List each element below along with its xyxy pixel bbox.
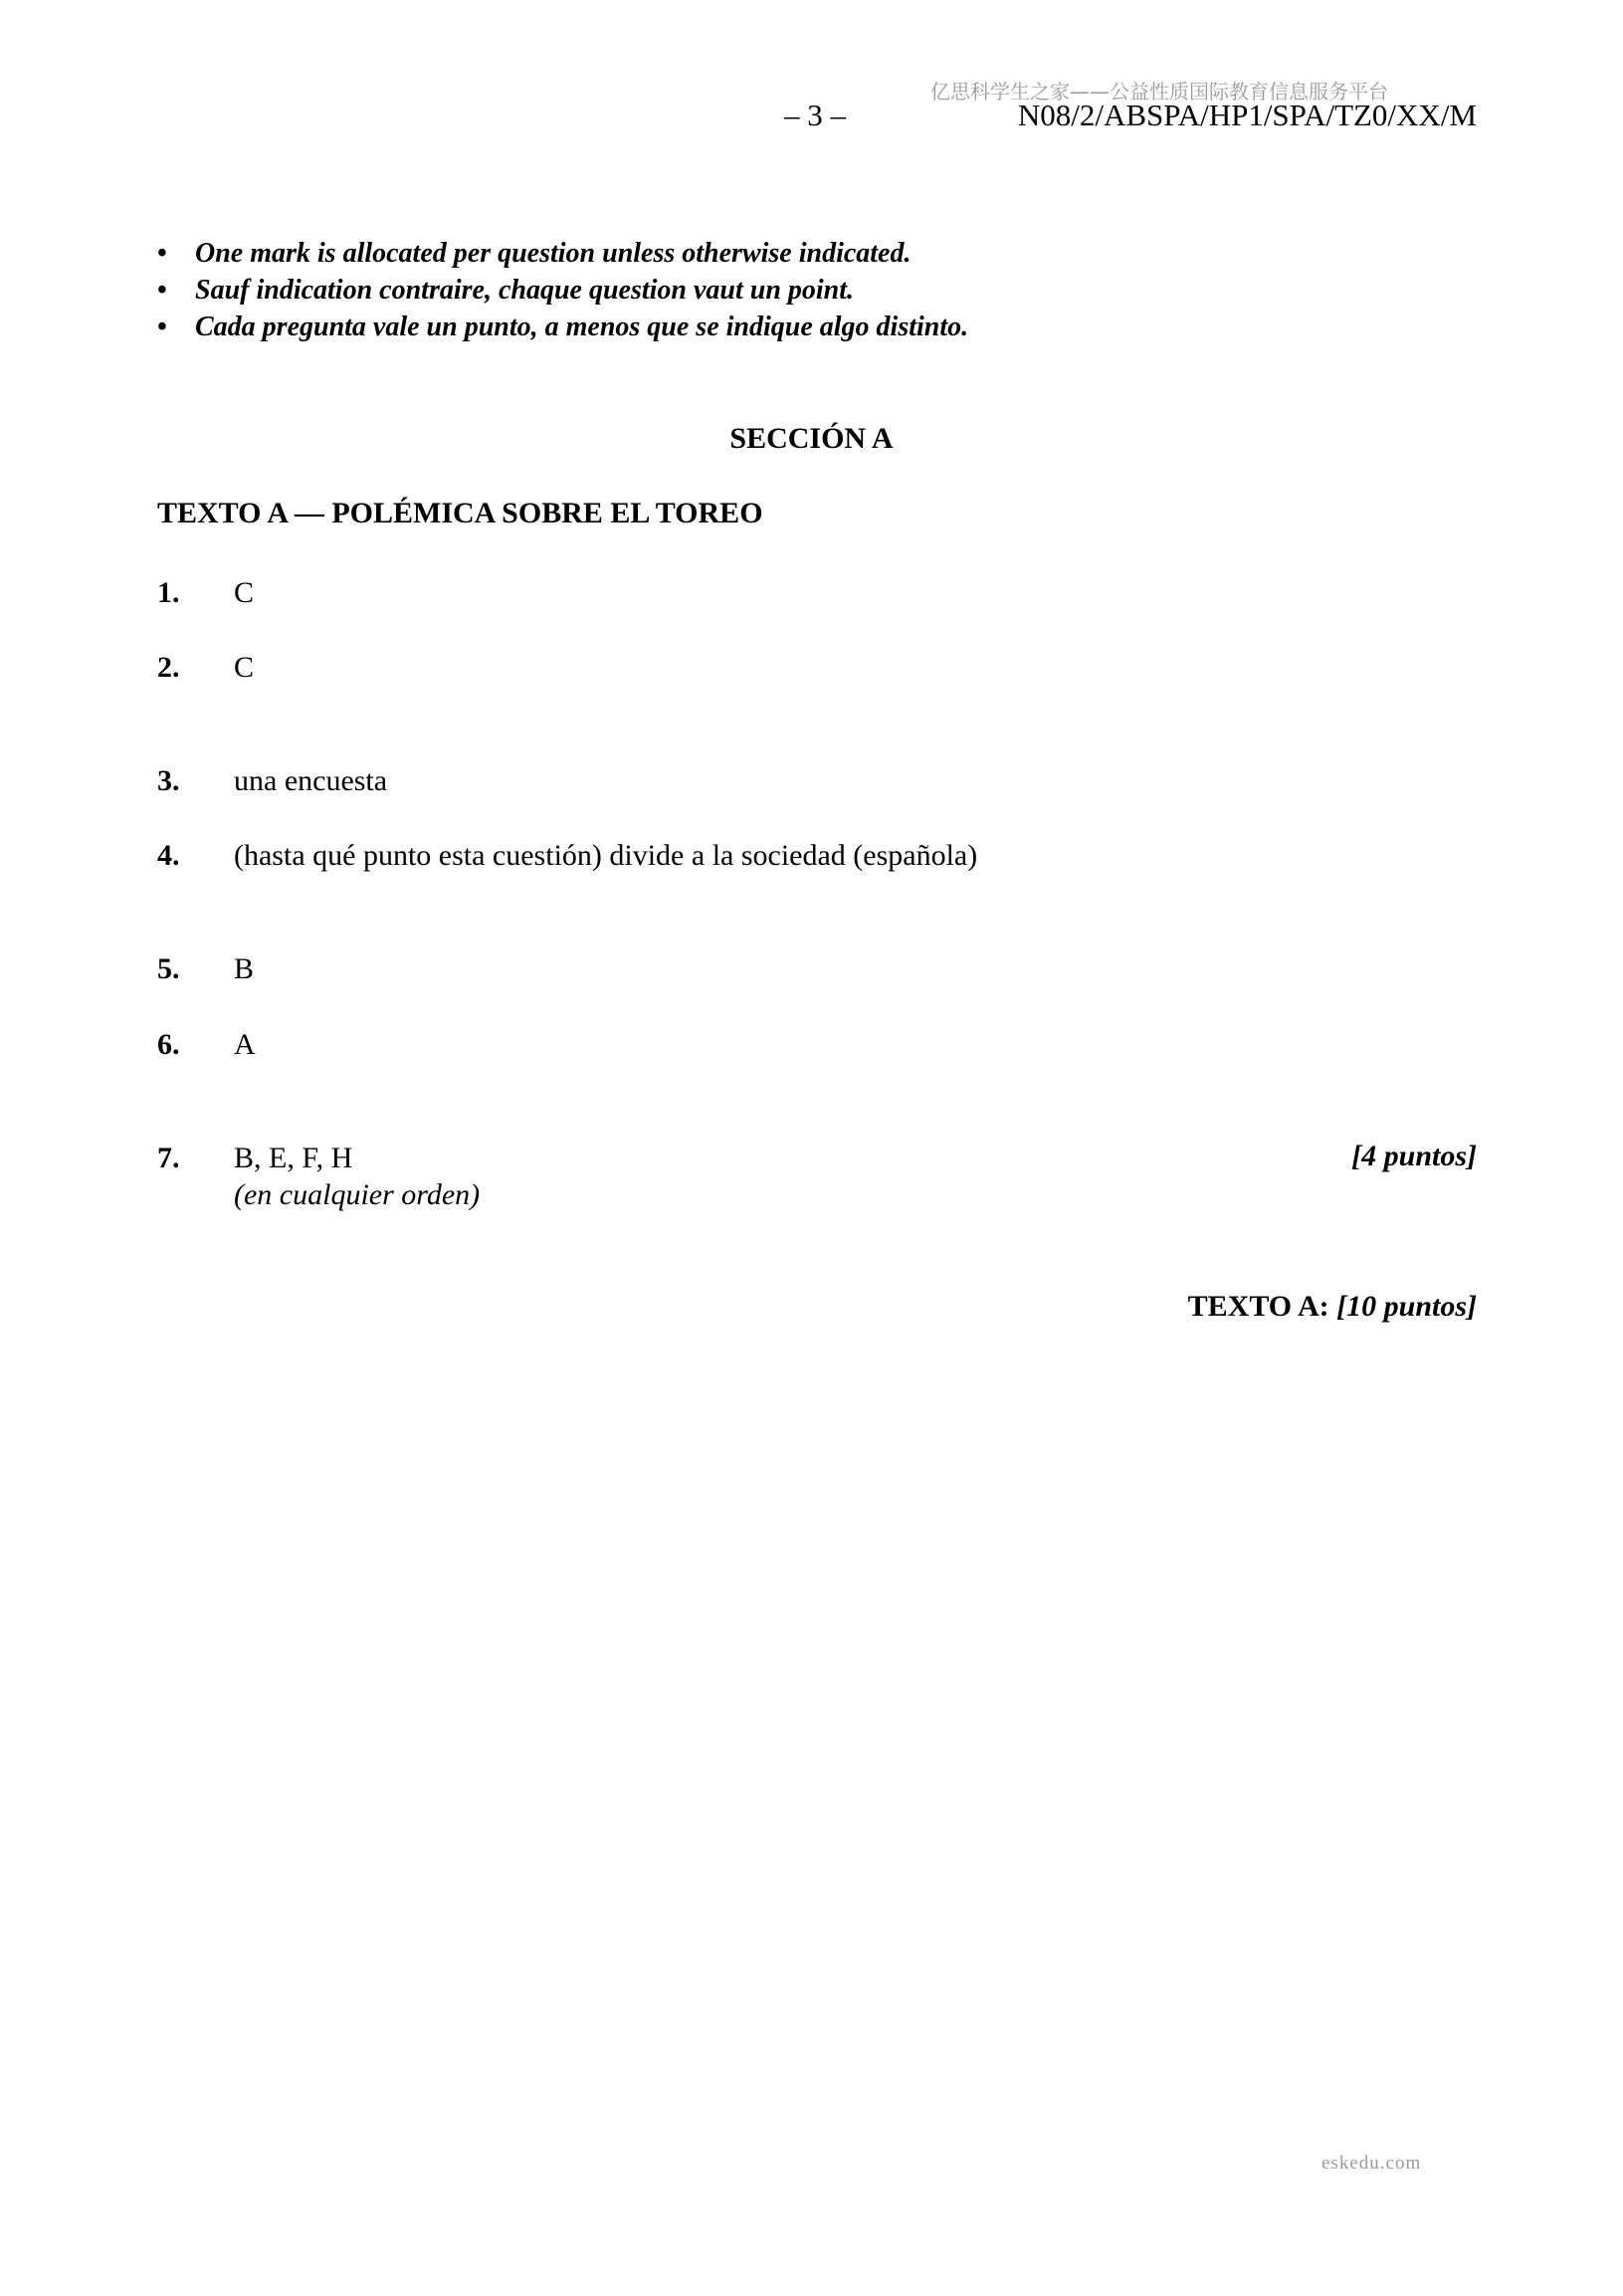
instruction-item xyxy=(157,309,968,345)
question-2 xyxy=(157,649,254,686)
watermark-top: 亿思科学生之家——公益性质国际教育信息服务平台 xyxy=(930,80,1388,104)
question-7 xyxy=(157,1140,480,1213)
question-note: (en cualquier orden) xyxy=(234,1178,481,1211)
page-number: – 3 – xyxy=(784,98,846,132)
text-title: TEXTO A — POLÉMICA SOBRE EL TOREO xyxy=(157,497,763,529)
question-1 xyxy=(157,574,254,611)
question-answer: B, E, F, H xyxy=(234,1142,353,1174)
question-4 xyxy=(157,837,977,874)
question-number: 2. xyxy=(157,651,180,684)
question-number: 1. xyxy=(157,576,180,609)
section-title: SECCIÓN A xyxy=(729,422,894,455)
question-answer: (hasta qué punto esta cuestión) divide a la sociedad (española) xyxy=(234,839,978,872)
question-3 xyxy=(157,762,387,799)
total-label: TEXTO A: xyxy=(1187,1290,1329,1323)
question-answer: A xyxy=(234,1028,256,1061)
instruction-text: Cada pregunta vale un punto, a menos que se indique algo distinto. xyxy=(195,312,969,342)
instruction-text: One mark is allocated per question unless otherwise indicated. xyxy=(195,238,912,269)
instruction-item xyxy=(157,235,968,272)
question-number: 4. xyxy=(157,839,180,872)
question-6 xyxy=(157,1026,256,1063)
total-value: [10 puntos] xyxy=(1336,1290,1477,1323)
question-number: 3. xyxy=(157,764,180,797)
watermark-bottom: eskedu.com xyxy=(1321,2153,1422,2174)
question-number: 7. xyxy=(157,1142,180,1174)
bullet-icon: • xyxy=(157,275,167,306)
question-answer: una encuesta xyxy=(234,764,388,797)
text-total xyxy=(1188,1290,1477,1324)
marking-instructions xyxy=(157,235,968,345)
bullet-icon: • xyxy=(157,238,167,269)
instruction-text: Sauf indication contraire, chaque question vaut un point. xyxy=(195,275,855,306)
document-code: N08/2/ABSPA/HP1/SPA/TZ0/XX/M xyxy=(1017,98,1477,132)
question-number: 6. xyxy=(157,1028,180,1061)
question-5 xyxy=(157,950,254,987)
question-answer: C xyxy=(234,651,255,684)
instruction-item xyxy=(157,272,968,309)
question-number: 5. xyxy=(157,952,180,985)
question-7-points: [4 puntos] xyxy=(1351,1140,1477,1172)
question-answer: B xyxy=(234,952,255,985)
question-answer: C xyxy=(234,576,255,609)
bullet-icon: • xyxy=(157,312,167,342)
